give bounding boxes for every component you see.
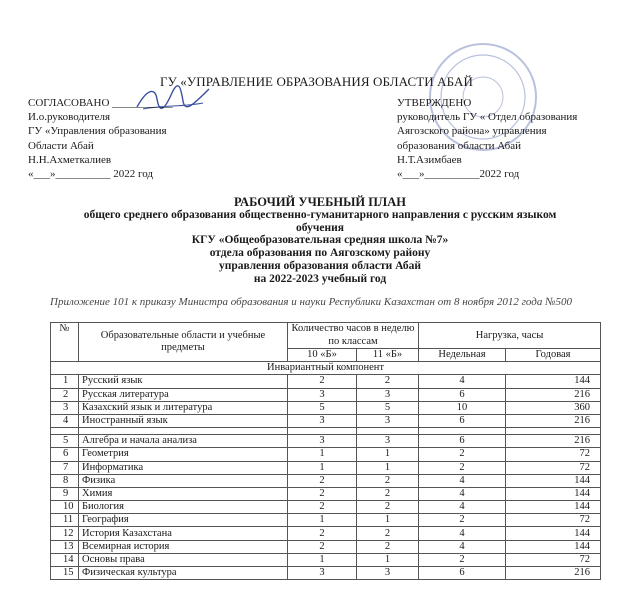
row-subject: Физическая культура (79, 567, 288, 580)
row-yearly: 144 (506, 375, 601, 388)
row-hours-10: 1 (288, 448, 357, 461)
approved-line: «___»__________2022 год (397, 168, 520, 181)
table-row (51, 474, 601, 487)
row-hours-10: 3 (288, 567, 357, 580)
row-number: 9 (51, 487, 79, 500)
row-subject: Химия (79, 487, 288, 500)
row-weekly: 4 (419, 501, 506, 514)
row-hours-10: 2 (288, 474, 357, 487)
spacer-cell (51, 428, 79, 435)
curriculum-table (50, 322, 601, 580)
row-yearly: 144 (506, 474, 601, 487)
row-number: 7 (51, 461, 79, 474)
row-hours-10: 2 (288, 527, 357, 540)
row-weekly: 4 (419, 474, 506, 487)
table-row (51, 487, 601, 500)
spacer-cell (288, 428, 357, 435)
spacer-cell (79, 428, 288, 435)
spacer-cell (357, 428, 419, 435)
table-row (51, 540, 601, 553)
row-hours-11: 2 (357, 501, 419, 514)
title-line: общего среднего образования общественно-гуманитарного направления с русским языком (83, 208, 557, 221)
row-weekly: 4 (419, 540, 506, 553)
row-yearly: 360 (506, 401, 601, 414)
header-yearly: Годовая (506, 349, 601, 362)
row-hours-11: 1 (357, 448, 419, 461)
row-hours-11: 2 (357, 474, 419, 487)
table-row (51, 448, 601, 461)
agreed-line: «___»__________ 2022 год (28, 168, 154, 181)
row-hours-11: 1 (357, 461, 419, 474)
table-row (51, 567, 601, 580)
table-row (51, 388, 601, 401)
row-hours-11: 5 (357, 401, 419, 414)
approved-line: Аягозского района» управления (397, 125, 547, 138)
row-yearly: 144 (506, 527, 601, 540)
row-hours-11: 3 (357, 414, 419, 427)
row-number: 2 (51, 388, 79, 401)
row-number: 6 (51, 448, 79, 461)
table-row (51, 501, 601, 514)
agreed-line: ГУ «Управления образования (28, 125, 167, 138)
row-subject: Основы права (79, 553, 288, 566)
row-weekly: 6 (419, 388, 506, 401)
row-yearly: 72 (506, 553, 601, 566)
row-subject: Русский язык (79, 375, 288, 388)
row-yearly: 216 (506, 435, 601, 448)
row-weekly: 6 (419, 435, 506, 448)
row-subject: Алгебра и начала анализа (79, 435, 288, 448)
approved-line: образования области Абай (397, 139, 522, 152)
row-weekly: 4 (419, 487, 506, 500)
title-line: отдела образования по Аягозскому району (209, 247, 431, 260)
row-hours-11: 2 (357, 527, 419, 540)
plan-title (40, 196, 600, 286)
row-subject: Всемирная история (79, 540, 288, 553)
row-subject: Информатика (79, 461, 288, 474)
header-subjects-text: Образовательные области и учебные предметы (100, 329, 266, 354)
row-hours-11: 2 (357, 375, 419, 388)
approved-line: Н.Т.Азимбаев (397, 153, 462, 166)
row-yearly: 144 (506, 487, 601, 500)
row-yearly: 72 (506, 448, 601, 461)
row-subject: География (79, 514, 288, 527)
table-row (51, 461, 601, 474)
table-row (51, 514, 601, 527)
header-weekly: Недельная (419, 349, 506, 362)
row-number: 3 (51, 401, 79, 414)
row-hours-10: 1 (288, 514, 357, 527)
table-row (51, 527, 601, 540)
header-hours-text: Количество часов в неделю по классам (291, 323, 415, 347)
row-weekly: 6 (419, 567, 506, 580)
header-subjects (79, 323, 288, 362)
row-number: 8 (51, 474, 79, 487)
row-hours-10: 2 (288, 540, 357, 553)
row-hours-10: 2 (288, 501, 357, 514)
appendix-note: Приложение 101 к приказу Министра образования и науки Республики Казахстан от 8 ноября 2012 года №500 (50, 296, 572, 308)
row-weekly: 4 (419, 375, 506, 388)
title-line: обучения (296, 221, 344, 234)
row-number: 13 (51, 540, 79, 553)
table-row (51, 435, 601, 448)
row-hours-10: 1 (288, 461, 357, 474)
row-number: 15 (51, 567, 79, 580)
row-yearly: 216 (506, 414, 601, 427)
organization-title: ГУ «УПРАВЛЕНИЕ ОБРАЗОВАНИЯ ОБЛАСТИ АБАЙ (160, 74, 473, 89)
row-subject: Биология (79, 501, 288, 514)
row-weekly: 6 (419, 414, 506, 427)
row-weekly: 2 (419, 514, 506, 527)
header-load: Нагрузка, часы (419, 323, 601, 349)
header-class-10: 10 «Б» (288, 349, 357, 362)
title-line: на 2022-2023 учебный год (253, 272, 387, 285)
header-num: № (51, 323, 79, 362)
table-row (51, 414, 601, 427)
table-row (51, 401, 601, 414)
row-weekly: 2 (419, 448, 506, 461)
row-hours-11: 3 (357, 388, 419, 401)
approved-block (397, 96, 577, 181)
row-hours-10: 3 (288, 414, 357, 427)
row-yearly: 72 (506, 461, 601, 474)
row-hours-11: 1 (357, 514, 419, 527)
row-subject: Иностранный язык (79, 414, 288, 427)
agreed-block (28, 96, 173, 181)
header-hours (288, 323, 419, 349)
table-row (51, 375, 601, 388)
row-yearly: 72 (506, 514, 601, 527)
spacer-cell (506, 428, 601, 435)
row-subject: Геометрия (79, 448, 288, 461)
header-class-11: 11 «Б» (357, 349, 419, 362)
row-number: 11 (51, 514, 79, 527)
row-weekly: 2 (419, 553, 506, 566)
table-row (51, 553, 601, 566)
section-invariant: Инвариантный компонент (51, 362, 601, 375)
row-hours-10: 1 (288, 553, 357, 566)
row-hours-10: 5 (288, 401, 357, 414)
row-weekly: 2 (419, 461, 506, 474)
row-hours-11: 3 (357, 435, 419, 448)
row-yearly: 144 (506, 540, 601, 553)
row-hours-11: 2 (357, 487, 419, 500)
row-hours-10: 3 (288, 388, 357, 401)
row-number: 12 (51, 527, 79, 540)
row-number: 1 (51, 375, 79, 388)
row-yearly: 144 (506, 501, 601, 514)
row-hours-11: 1 (357, 553, 419, 566)
row-weekly: 10 (419, 401, 506, 414)
title-line: РАБОЧИЙ УЧЕБНЫЙ ПЛАН (234, 195, 406, 209)
row-hours-10: 2 (288, 375, 357, 388)
row-number: 4 (51, 414, 79, 427)
agreed-line: СОГЛАСОВАНО ___________ (28, 97, 173, 109)
agreed-line: И.о.руководителя (28, 111, 111, 124)
row-hours-10: 3 (288, 435, 357, 448)
row-weekly: 4 (419, 527, 506, 540)
row-subject: Русская литература (79, 388, 288, 401)
approved-line: УТВЕРЖДЕНО (397, 97, 472, 109)
agreed-line: Н.Н.Ахметкалиев (28, 153, 112, 166)
row-subject: История Казахстана (79, 527, 288, 540)
row-yearly: 216 (506, 567, 601, 580)
agreed-line: Области Абай (28, 139, 94, 152)
spacer-cell (419, 428, 506, 435)
row-hours-11: 2 (357, 540, 419, 553)
row-subject: Физика (79, 474, 288, 487)
row-subject: Казахский язык и литература (79, 401, 288, 414)
title-line: управления образования области Абай (219, 259, 421, 272)
spacer-row (51, 428, 601, 435)
row-number: 5 (51, 435, 79, 448)
row-hours-11: 3 (357, 567, 419, 580)
row-hours-10: 2 (288, 487, 357, 500)
row-number: 10 (51, 501, 79, 514)
row-yearly: 216 (506, 388, 601, 401)
approved-line: руководитель ГУ « Отдел образования (397, 111, 578, 124)
row-number: 14 (51, 553, 79, 566)
title-line: КГУ «Общеобразовательная средняя школа №7» (191, 234, 449, 247)
